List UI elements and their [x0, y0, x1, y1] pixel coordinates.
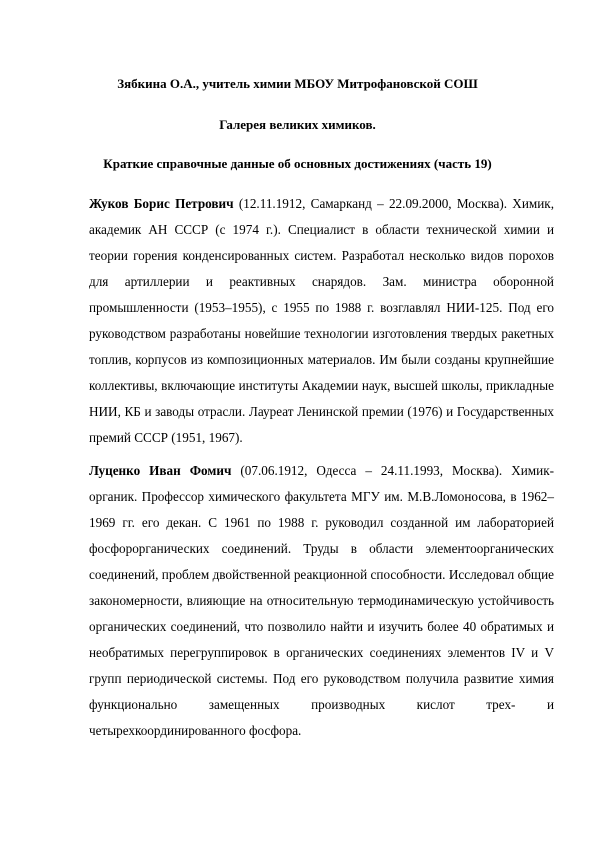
author-line: Зябкина О.А., учитель химии МБОУ Митрофановской СОШ: [117, 76, 478, 91]
entry-text: (12.11.1912, Самарканд – 22.09.2000, Москва). Химик, академик АН СССР (с 1974 г.). Специалист в области технической химии и теории горения конденсированных систем. Разработал несколько видов порохов для артиллерии и реактивных снарядов. Зам. министра оборонной промышленности (1953–1955), с 1955 по 1988 г. возглавлял НИИ-125. Под его руководством разработаны новейшие технологии изготовления твердых ракетных топлив, корпусов из композиционных материалов. Им были созданы крупнейшие коллективы, включающие институты Академии наук, высшей школы, прикладные НИИ, КБ и заводы отрасли. Лауреат Ленинской премии (1976) и Государственных премий СССР (1951, 1967).: [89, 196, 554, 445]
entry-lutsenko: [89, 458, 554, 744]
entry-zhukov: [89, 191, 554, 451]
gallery-title: Галерея великих химиков.: [219, 117, 376, 132]
entry-text: (07.06.1912, Одесса – 24.11.1993, Москва). Химик-органик. Профессор химического факультета МГУ им. М.В.Ломоносова, в 1962–1969 гг. его декан. С 1961 по 1988 г. руководил созданной им лабораторией фосфорорганических соединений. Труды в области элементоорганических соединений, проблем двойственной реакционной способности. Исследовал общие закономерности, влияющие на относительную термодинамическую устойчивость органических соединений, что позволило найти и изучить более 40 обратимых и необратимых перегруппировок в органических соединениях элементов IV и V групп периодической системы. Под его руководством получила развитие химия функционально замещенных производных кислот трех- и четырехкоординированного фосфора.: [89, 463, 554, 738]
subtitle: Краткие справочные данные об основных достижениях (часть 19): [103, 156, 492, 171]
entry-name: Жуков Борис Петрович: [89, 196, 234, 211]
entry-name: Луценко Иван Фомич: [89, 463, 232, 478]
